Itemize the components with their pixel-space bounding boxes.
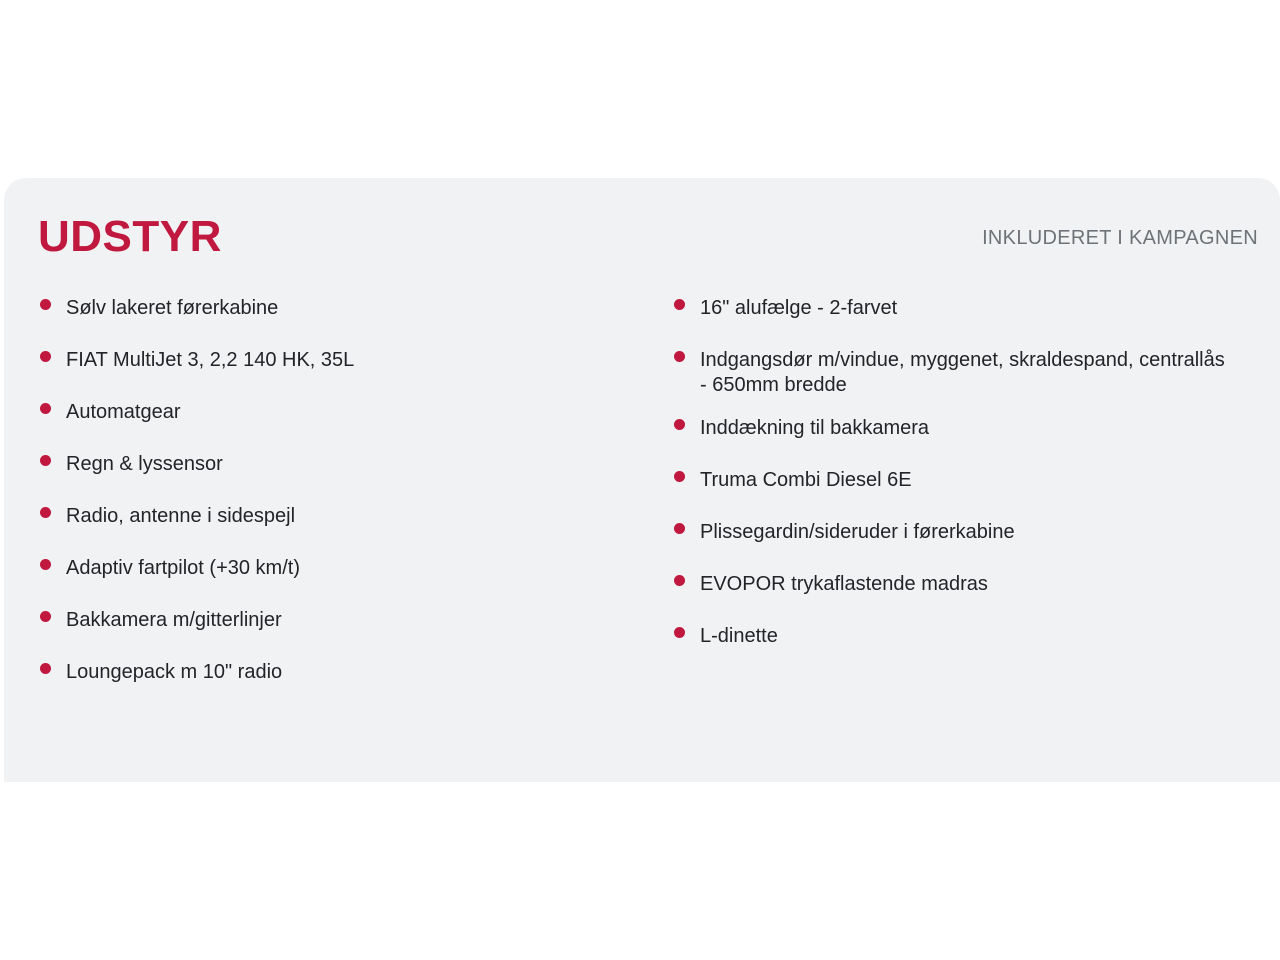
- list-item: [672, 520, 1232, 545]
- list-item-label: Adaptiv fartpilot (+30 km/t): [66, 557, 300, 579]
- list-item: [38, 660, 598, 685]
- bullet-icon: [674, 575, 685, 586]
- list-item-label: Plissegardin/sideruder i førerkabine: [700, 521, 1015, 543]
- list-item-label: Regn & lyssensor: [66, 453, 223, 475]
- equipment-list-right: [672, 296, 1232, 676]
- bullet-icon: [40, 299, 51, 310]
- list-item: [672, 572, 1232, 597]
- bullet-icon: [674, 627, 685, 638]
- list-item: [38, 556, 598, 581]
- bullet-icon: [40, 507, 51, 518]
- page-title: UDSTYR: [38, 212, 222, 261]
- list-item-label: Radio, antenne i sidespejl: [66, 505, 296, 527]
- campaign-subtitle: INKLUDERET I KAMPAGNEN: [982, 227, 1258, 249]
- list-item-label: Bakkamera m/gitterlinjer: [66, 609, 282, 631]
- bullet-icon: [674, 419, 685, 430]
- bullet-icon: [674, 351, 685, 362]
- list-item: [38, 296, 598, 321]
- bullet-icon: [40, 559, 51, 570]
- bullet-icon: [674, 523, 685, 534]
- bullet-icon: [674, 299, 685, 310]
- list-item: [38, 504, 598, 529]
- list-item: [38, 452, 598, 477]
- list-item-label: Sølv lakeret førerkabine: [66, 297, 279, 319]
- list-item: [38, 608, 598, 633]
- list-item-label: L-dinette: [700, 625, 778, 647]
- bullet-icon: [40, 663, 51, 674]
- list-item-label: Loungepack m 10" radio: [66, 661, 283, 683]
- list-item-label: FIAT MultiJet 3, 2,2 140 HK, 35L: [66, 349, 355, 371]
- list-item: [672, 624, 1232, 649]
- equipment-card: [4, 178, 1280, 782]
- list-item-label: Automatgear: [66, 401, 181, 423]
- list-item-label: Indgangsdør m/vindue, myggenet, skraldespand, centrallås - 650mm bredde: [700, 349, 1225, 396]
- list-item-label: EVOPOR trykaflastende madras: [700, 573, 988, 595]
- equipment-list-left: [38, 296, 598, 712]
- list-item: [672, 348, 1232, 398]
- list-item-label: Truma Combi Diesel 6E: [700, 469, 912, 491]
- list-item: [672, 416, 1232, 441]
- bullet-icon: [674, 471, 685, 482]
- list-item-label: 16" alufælge - 2-farvet: [700, 297, 898, 319]
- bullet-icon: [40, 351, 51, 362]
- list-item-label: Inddækning til bakkamera: [700, 417, 930, 439]
- list-item: [38, 400, 598, 425]
- bullet-icon: [40, 455, 51, 466]
- list-item: [672, 296, 1232, 321]
- list-item: [672, 468, 1232, 493]
- list-item: [38, 348, 598, 373]
- bullet-icon: [40, 611, 51, 622]
- bullet-icon: [40, 403, 51, 414]
